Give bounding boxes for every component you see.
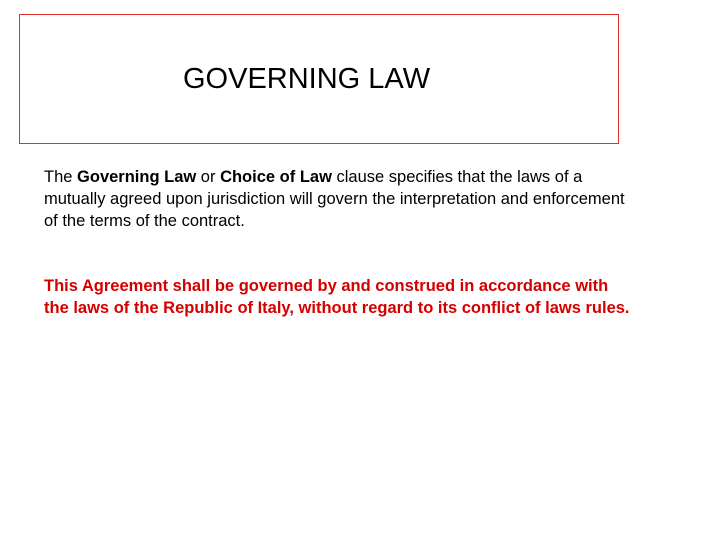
- slide-title: GOVERNING LAW: [183, 63, 431, 95]
- term-governing-law: Governing Law: [77, 168, 197, 186]
- example-clause: This Agreement shall be governed by and construed in accordance with the laws of the Republic of Italy, without regard to its conflict of laws rules.: [44, 277, 630, 317]
- intro-text-1: The: [44, 168, 78, 186]
- intro-text-2: or: [196, 168, 221, 186]
- title-box: [19, 14, 619, 144]
- term-choice-of-law: Choice of Law: [220, 168, 332, 186]
- intro-text-3: clause specifies that the laws of a mutually agreed upon jurisdiction will govern the interpretation and enforcement of the terms of the contract.: [44, 168, 625, 230]
- intro-paragraph: [44, 166, 629, 232]
